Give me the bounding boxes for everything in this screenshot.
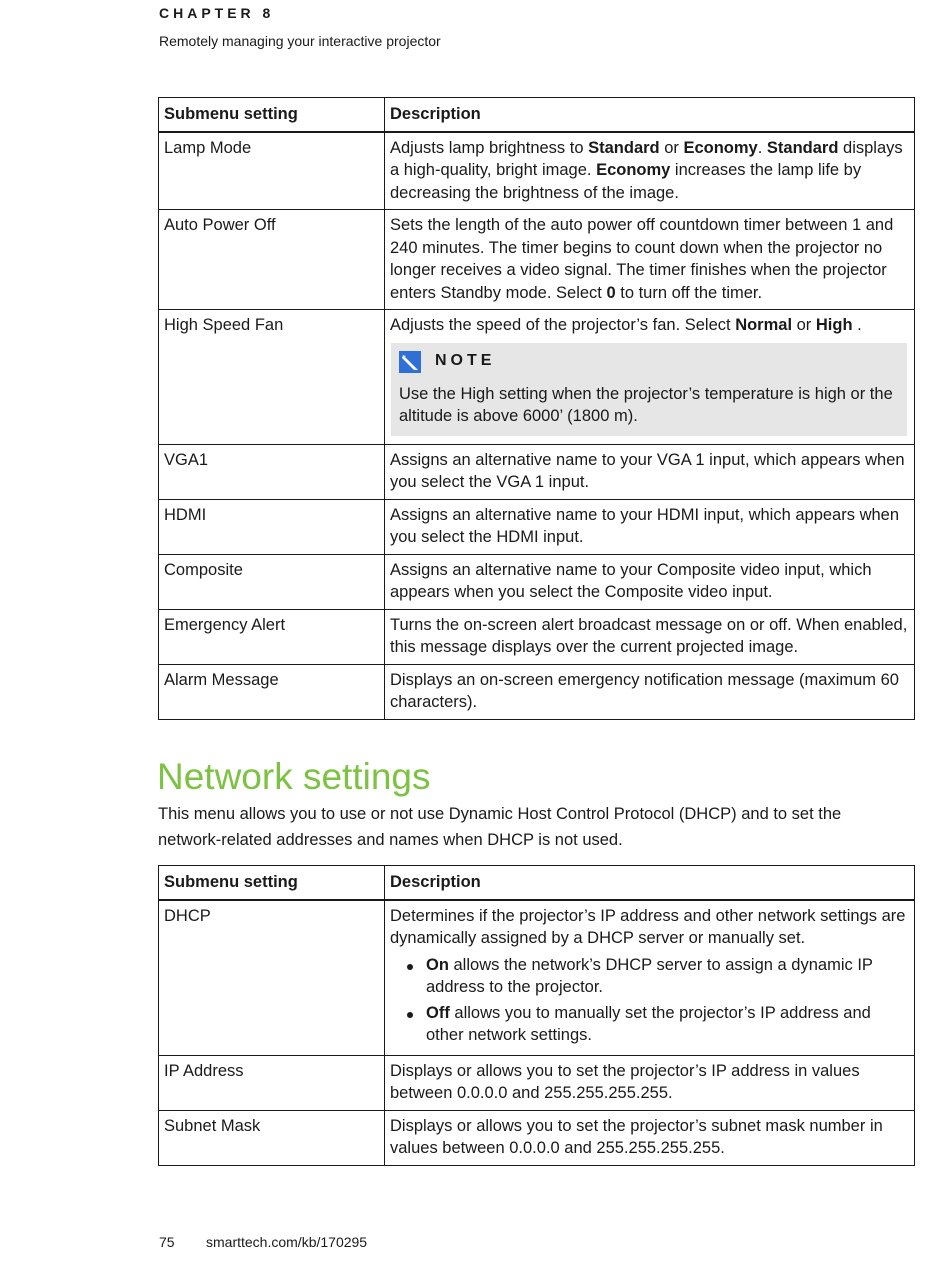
- text-run: .: [757, 138, 767, 157]
- setting-name: HDMI: [159, 499, 385, 554]
- description-text: [390, 669, 909, 714]
- setting-name: Auto Power Off: [159, 210, 385, 310]
- column-header-description: Description: [385, 866, 915, 900]
- section-intro: This menu allows you to use or not use Dynamic Host Control Protocol (DHCP) and to set the network-related addresses and names when DHCP is not used.: [158, 805, 842, 849]
- description-text: [390, 1115, 909, 1160]
- setting-name: IP Address: [159, 1055, 385, 1110]
- description-text: [390, 314, 909, 337]
- column-header-setting: Submenu setting: [159, 98, 385, 132]
- list-item: [426, 1002, 909, 1047]
- table-body: [159, 132, 915, 720]
- description-text: [390, 614, 909, 659]
- setting-name: High Speed Fan: [159, 310, 385, 445]
- bold-text: Normal: [735, 316, 793, 334]
- text-run: Determines if the projector’s IP address and other network settings are dynamically assigned by a DHCP server or manually set.: [390, 906, 906, 947]
- table-row: [159, 310, 915, 445]
- setting-description: [385, 132, 915, 210]
- bold-text: Economy: [683, 138, 758, 157]
- bold-text: Standard: [766, 138, 839, 157]
- text-run: Assigns an alternative name to your VGA 1 input, which appears when you select the VGA 1 input.: [390, 450, 905, 491]
- bold-text: High: [815, 316, 853, 334]
- text-run: Assigns an alternative name to your HDMI input, which appears when you select the HDMI input.: [390, 505, 900, 546]
- setting-name: Emergency Alert: [159, 609, 385, 664]
- description-text: [390, 559, 909, 604]
- setting-description: [385, 554, 915, 609]
- text-run: or: [659, 138, 684, 157]
- table-row: [159, 132, 915, 210]
- bullet-list: [390, 954, 909, 1047]
- table-row: [159, 609, 915, 664]
- bold-text: Standard: [588, 138, 660, 157]
- table-row: [159, 210, 915, 310]
- text-run: Assigns an alternative name to your Composite video input, which appears when you select the Composite video input.: [390, 560, 872, 601]
- setting-description: [385, 444, 915, 499]
- text-run: or: [792, 316, 816, 334]
- page-number: 75: [159, 1234, 175, 1250]
- text-run: Displays an on-screen emergency notification message (maximum 60 characters).: [390, 670, 899, 711]
- text-run: allows you to manually set the projector’s IP address and other network settings.: [426, 1003, 871, 1044]
- pencil-note-icon: [399, 351, 421, 373]
- text-run: Turns the on-screen alert broadcast message on or off. When enabled, this message displays over the current projected image.: [390, 615, 908, 656]
- description-text: [390, 214, 909, 304]
- setting-name: Alarm Message: [159, 664, 385, 719]
- text-run: allows the network’s DHCP server to assign a dynamic IP address to the projector.: [426, 955, 873, 996]
- column-header-setting: Submenu setting: [159, 866, 385, 900]
- text-run: displays a high-quality, bright image.: [390, 138, 903, 179]
- bold-text: Economy: [596, 161, 671, 179]
- description-text: [390, 905, 909, 950]
- text-run: increases the lamp life by decreasing the brightness of the image.: [390, 161, 862, 202]
- setting-description: [385, 1055, 915, 1110]
- setting-description: [385, 1110, 915, 1165]
- setting-description: [385, 664, 915, 719]
- note-box: [391, 343, 907, 436]
- table-row: [159, 1055, 915, 1110]
- setting-name: DHCP: [159, 900, 385, 1056]
- table-row: [159, 664, 915, 719]
- description-text: [390, 504, 909, 549]
- table-row: [159, 499, 915, 554]
- description-text: [390, 137, 909, 205]
- text-run: Displays or allows you to set the projector’s IP address in values between 0.0.0.0 and 255.255.255.255.: [390, 1061, 860, 1102]
- table-row: [159, 554, 915, 609]
- text-run: to turn off the timer.: [615, 283, 763, 302]
- chapter-subtitle: Remotely managing your interactive projector: [159, 33, 441, 49]
- text-run: .: [852, 316, 862, 334]
- text-run: Adjusts the speed of the projector’s fan. Select: [390, 316, 736, 334]
- note-title: NOTE: [435, 352, 496, 370]
- note-header: [399, 349, 899, 375]
- description-text: [390, 449, 909, 494]
- network-settings-table: [158, 865, 915, 1166]
- table-header-row: [159, 866, 915, 900]
- setting-description: [385, 900, 915, 1056]
- text-run: Sets the length of the auto power off countdown timer between 1 and 240 minutes. The timer begins to count down when the projector no longer receives a video signal. The timer finishes when the projector enters Standby mode. Select: [390, 216, 894, 302]
- table-row: [159, 1110, 915, 1165]
- setting-description: [385, 210, 915, 310]
- setting-name: Subnet Mask: [159, 1110, 385, 1165]
- setting-description: [385, 609, 915, 664]
- note-text: Use the High setting when the projector’s temperature is high or the altitude is above 6000’ (1800 m).: [399, 384, 893, 425]
- setting-description: [385, 499, 915, 554]
- setting-name: Composite: [159, 554, 385, 609]
- bold-text: On: [426, 955, 449, 974]
- setting-name: Lamp Mode: [159, 132, 385, 210]
- table-row: [159, 444, 915, 499]
- section-title: Network settings: [157, 756, 431, 797]
- bold-text: 0: [606, 283, 616, 302]
- description-text: [390, 1060, 909, 1105]
- display-settings-table: [158, 97, 915, 720]
- chapter-label: CHAPTER 8: [159, 5, 275, 21]
- text-run: Displays or allows you to set the projector’s subnet mask number in values between 0.0.0.0 and 255.255.255.255.: [390, 1116, 883, 1157]
- setting-description: [385, 310, 915, 445]
- table-row: [159, 900, 915, 1056]
- table-body: [159, 900, 915, 1166]
- column-header-description: Description: [385, 98, 915, 132]
- footer-link[interactable]: smarttech.com/kb/170295: [206, 1234, 368, 1250]
- bold-text: Off: [426, 1003, 450, 1022]
- list-item: [426, 954, 909, 999]
- text-run: Adjusts lamp brightness to: [390, 138, 589, 157]
- setting-name: VGA1: [159, 444, 385, 499]
- table-header-row: [159, 98, 915, 132]
